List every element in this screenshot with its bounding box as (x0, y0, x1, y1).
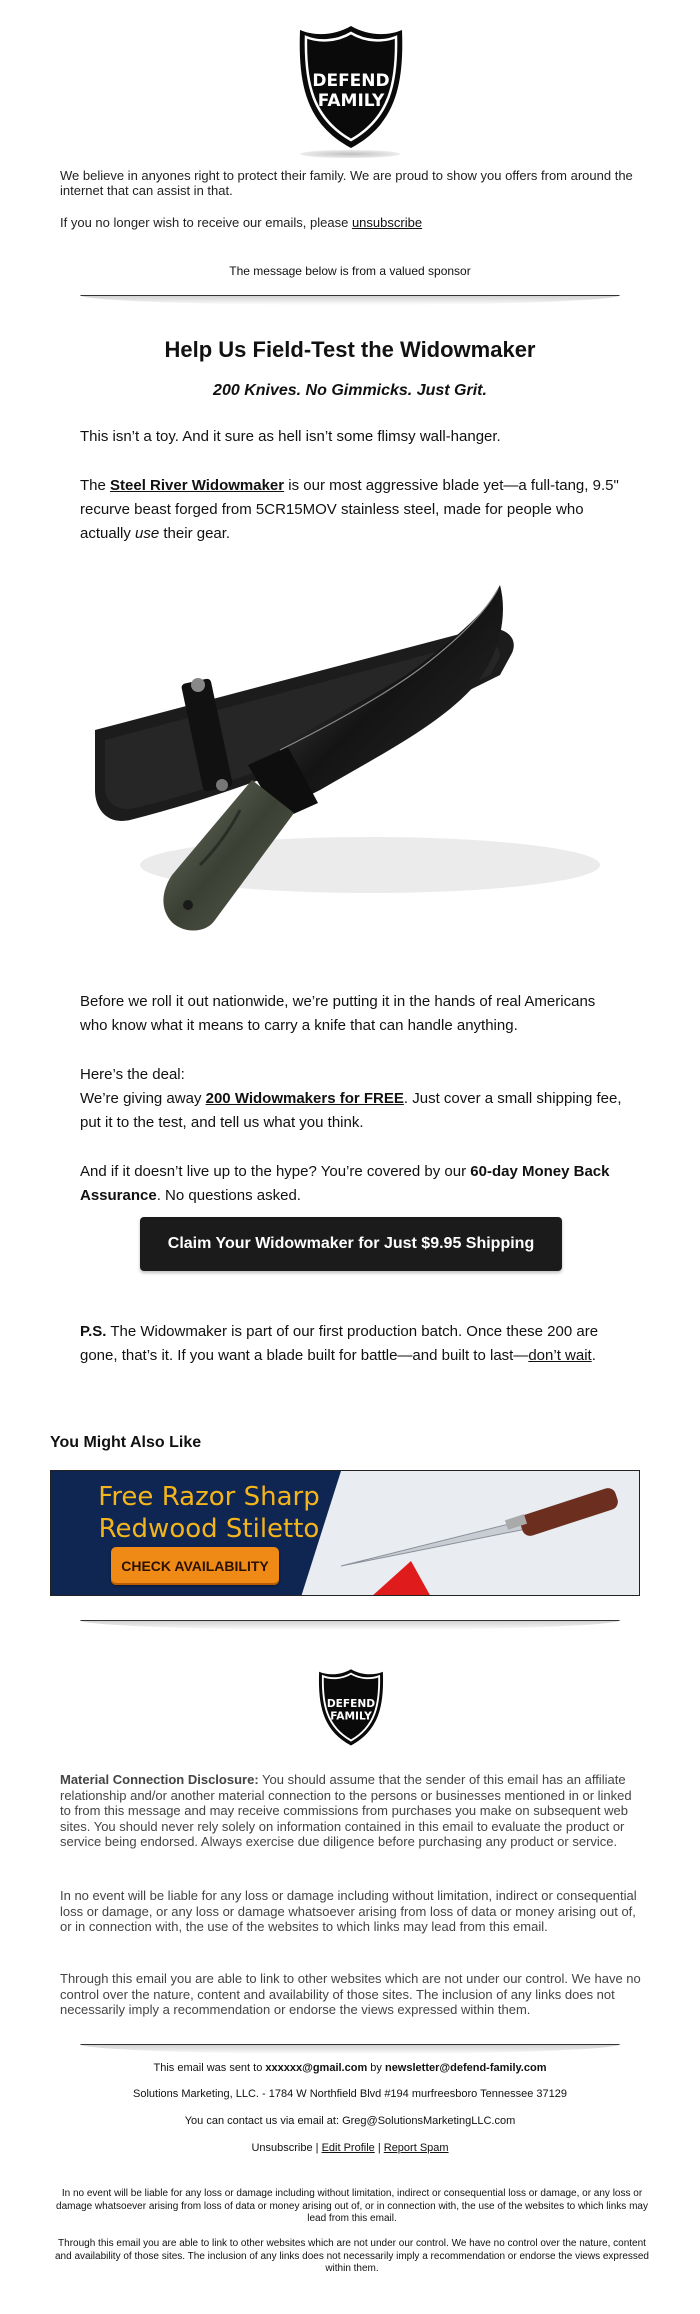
company-address: Solutions Marketing, LLC. - 1784 W Northfield Blvd #194 murfreesboro Tennessee 37129 (133, 2088, 567, 2100)
brand-logo[interactable] (296, 24, 406, 152)
logo-shadow (300, 150, 400, 158)
text-fragment: The (80, 477, 111, 494)
fine-print-liability: In no event will be liable for any loss or damage including without limitation, indirect or consequential loss or damage, or any loss or damage whatsoever arising from loss of data or money arising out of, or in connection with, the use of the websites to which links may lead from this email. (56, 2188, 648, 2224)
text-fragment: . No questions asked. (156, 1187, 301, 1204)
logo-text-line2: FAMILY (330, 1709, 372, 1723)
text-fragment: their gear. (159, 525, 231, 542)
report-spam-link[interactable]: Report Spam (383, 2142, 449, 2154)
logo-text-line1: DEFEND (326, 1696, 376, 1710)
stiletto-banner[interactable] (50, 1470, 640, 1596)
claim-button[interactable]: Claim Your Widowmaker for Just $9.95 Shipping (140, 1217, 562, 1271)
edit-profile-link[interactable]: Edit Profile (321, 2142, 375, 2154)
sponsor-note: The message below is from a valued sponsor (229, 264, 471, 278)
paragraph-intro: This isn’t a toy. And it sure as hell isn’t some flimsy wall-hanger. (80, 428, 501, 445)
paragraph-deal-heading: Here’s the deal: (80, 1066, 185, 1083)
text-fragment: is our most aggressive blade yet—a full-tang, 9.5" recurve beast forged from 5CR15MOV stainless steel, made for people who actually (80, 477, 619, 542)
dont-wait-link[interactable]: don’t wait (528, 1347, 592, 1364)
divider (80, 295, 620, 305)
liability-disclaimer: In no event will be liable for any loss or damage including without limitation, indirect or consequential loss or damage, or any loss or damage whatsoever arising from loss of data or money arising out of, or in connection with, the use of the websites to which links may lead from this email. (60, 1888, 637, 1934)
section-heading: You Might Also Like (50, 1434, 202, 1451)
separator: | (312, 2142, 322, 2154)
text-fragment: by (367, 2062, 385, 2074)
paragraph-rollout: Before we roll it out nationwide, we’re putting it in the hands of real Americans who know what it means to carry a knife that can handle anything. (80, 993, 596, 1034)
footer-logo[interactable] (316, 1668, 386, 1748)
intro-text: We believe in anyones right to protect their family. We are proud to show you offers from around the internet that can assist in that. (60, 168, 633, 198)
contact-line: You can contact us via email at: Greg@SolutionsMarketingLLC.com (184, 2115, 516, 2127)
emphasis: use (135, 525, 160, 542)
divider (80, 1620, 620, 1630)
text-fragment: The Widowmaker is part of our first production batch. Once these 200 are gone, that’s it. If you want a blade built for battle—and built to last— (80, 1323, 599, 1364)
disclosure-label: Material Connection Disclosure: (60, 1772, 259, 1787)
subtitle: 200 Knives. No Gimmicks. Just Grit. (213, 382, 487, 399)
footer-unsubscribe-link[interactable]: Unsubscribe (251, 2142, 313, 2154)
text-fragment: We’re giving away (80, 1090, 206, 1107)
text-fragment: . Just cover a small shipping fee, put it to the test, and tell us what you think. (80, 1090, 622, 1131)
footer-links (0, 2142, 700, 2154)
text-fragment: And if it doesn’t live up to the hype? You’re covered by our (80, 1163, 471, 1180)
check-availability-button[interactable]: CHECK AVAILABILITY (111, 1547, 279, 1585)
free-offer-link[interactable]: 200 Widowmakers for FREE (205, 1090, 404, 1107)
product-link[interactable]: Steel River Widowmaker (110, 477, 285, 494)
unsubscribe-link[interactable]: unsubscribe (351, 215, 423, 230)
sender-email: newsletter@defend-family.com (384, 2062, 547, 2074)
recipient-email: xxxxxx@gmail.com (265, 2062, 368, 2074)
guarantee-highlight: 60-day Money Back Assurance (80, 1163, 610, 1204)
paragraph-deal (80, 1087, 625, 1135)
unsubscribe-prefix: If you no longer wish to receive our emails, please (60, 215, 349, 230)
text-fragment: . (591, 1347, 596, 1364)
paragraph-product (80, 474, 625, 546)
page-title: Help Us Field-Test the Widowmaker (164, 337, 536, 362)
material-disclosure (60, 1772, 645, 1850)
product-image[interactable] (80, 575, 625, 950)
knife-illustration (80, 575, 625, 950)
sent-to-line (0, 2062, 700, 2074)
third-party-links-disclaimer: Through this email you are able to link to other websites which are not under our control. We have no control over the nature, content and availability of those sites. The inclusion of any links does not necessarily imply a recommendation or endorse the views expressed within them. (60, 1971, 641, 2017)
ps-label: P.S. (80, 1323, 107, 1340)
divider (80, 2044, 620, 2054)
text-fragment: This email was sent to (153, 2062, 266, 2074)
shield-icon (296, 24, 406, 152)
shield-icon (316, 1668, 386, 1748)
logo-text-line2: FAMILY (317, 91, 385, 111)
banner-title: Free Razor Sharp Redwood Stiletto (98, 1482, 320, 1544)
paragraph-ps (80, 1320, 625, 1368)
logo-text-line1: DEFEND (312, 71, 390, 91)
paragraph-guarantee (80, 1160, 625, 1208)
unsubscribe-line (60, 215, 640, 230)
disclosure-text: You should assume that the sender of this email has an affiliate relationship and/or another material connection to the persons or businesses mentioned in or linked to from this message and may receive commissions from purchases you make on subsequent web sites. You should never rely solely on information contained in this email to evaluate the product or service being endorsed. Always exercise due diligence before purchasing any product or service. (60, 1772, 632, 1849)
separator: | (374, 2142, 384, 2154)
fine-print-links: Through this email you are able to link to other websites which are not under our control. We have no control over the nature, content and availability of those sites. The inclusion of any links does not necessarily imply a recommendation or endorse the views expressed within them. (54, 2238, 649, 2274)
